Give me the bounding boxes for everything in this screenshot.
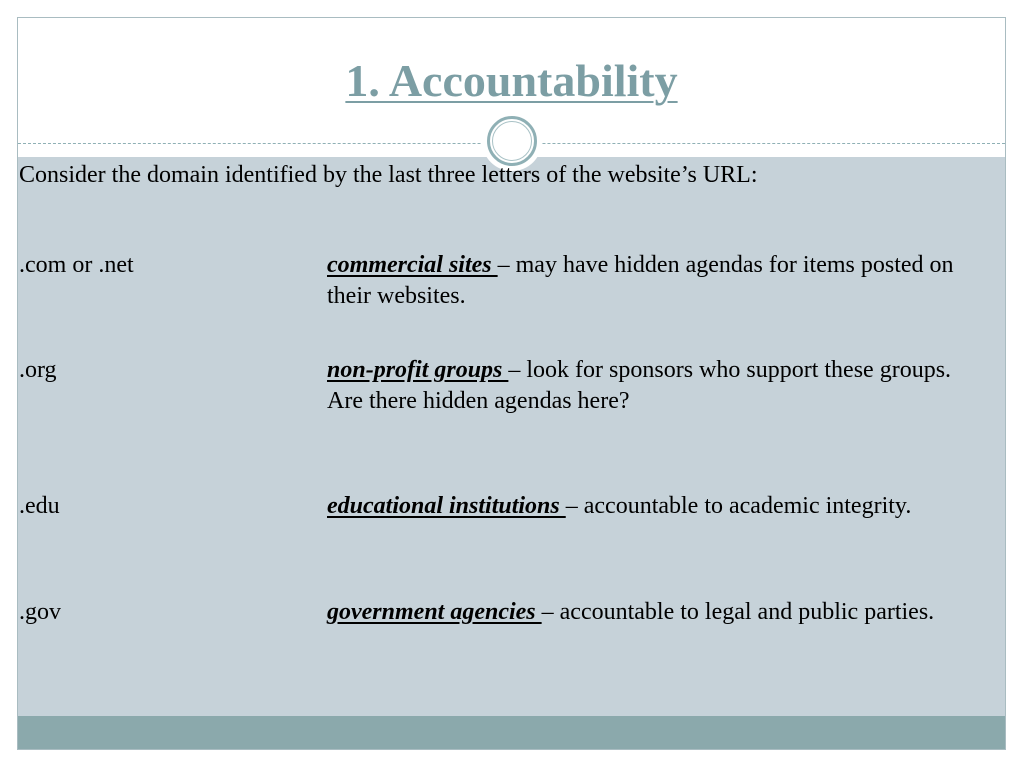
domain-label: .edu [19, 493, 60, 519]
domain-term: commercial sites [327, 252, 498, 278]
slide-title: 1. Accountability [345, 55, 678, 106]
domain-description-text: – accountable to academic integrity. [565, 493, 912, 519]
domain-description [327, 491, 982, 522]
domain-description-text: – accountable to legal and public parties. [541, 599, 935, 625]
domain-description [327, 597, 982, 628]
domain-label: .gov [19, 599, 61, 625]
intro-text: Consider the domain identified by the last three letters of the website’s URL: [19, 162, 758, 188]
domain-label: .org [19, 357, 57, 383]
domain-term: educational institutions [327, 493, 566, 519]
domain-description-text: – look for sponsors who support these groups. Are there hidden agendas here? [327, 357, 952, 414]
domain-description [327, 355, 982, 417]
domain-term: government agencies [327, 599, 542, 625]
domain-term: non-profit groups [327, 357, 509, 383]
content-area [18, 157, 1005, 716]
domain-description [327, 250, 982, 312]
domain-label: .com or .net [19, 252, 134, 278]
ornament-inner-ring [492, 121, 532, 161]
footer-bar [18, 716, 1005, 750]
domain-description-text: – may have hidden agendas for items posted on their websites. [327, 252, 954, 309]
